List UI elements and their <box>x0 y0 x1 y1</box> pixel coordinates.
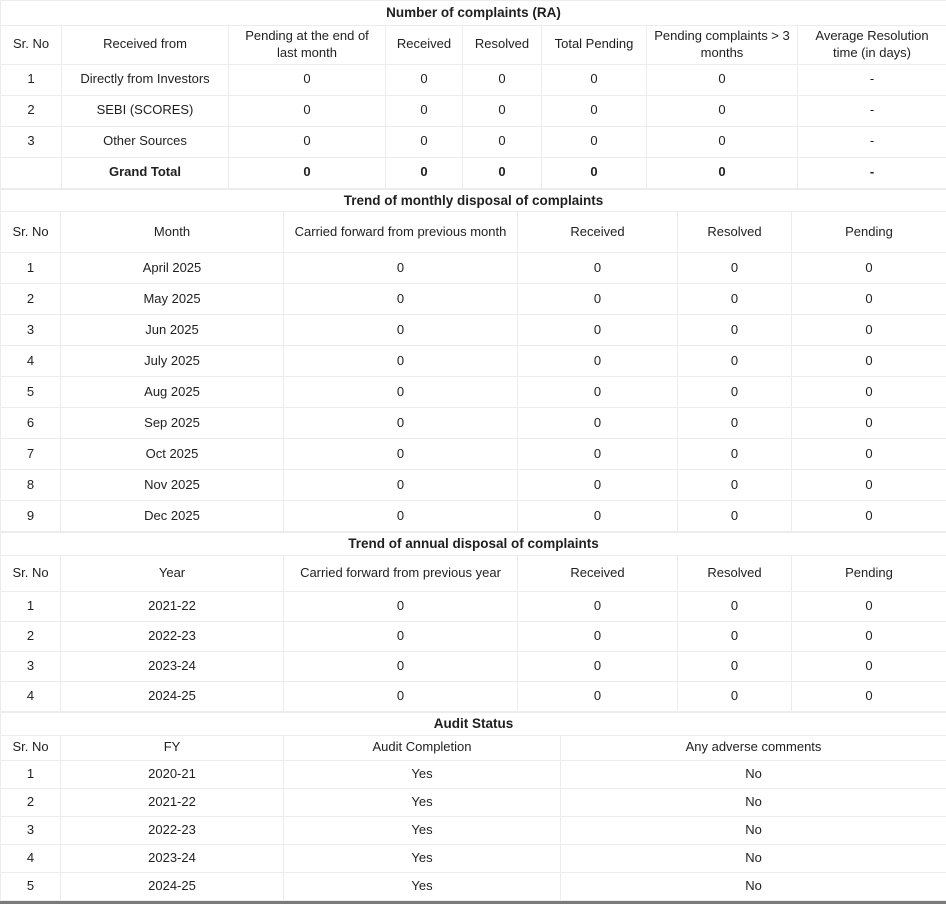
table-cell: 2 <box>1 788 61 816</box>
table-cell: 0 <box>792 470 946 501</box>
table-cell: 0 <box>792 377 946 408</box>
table-cell: 0 <box>678 681 792 711</box>
table-cell: 0 <box>678 377 792 408</box>
column-header: Sr. No <box>1 26 62 65</box>
table-cell: 0 <box>647 157 798 188</box>
table-row <box>1 681 946 711</box>
table-cell: Grand Total <box>62 157 229 188</box>
table-row <box>1 315 946 346</box>
table-cell: 4 <box>1 346 61 377</box>
table-row <box>1 253 946 284</box>
table-cell: 0 <box>792 501 946 532</box>
table-row <box>1 651 946 681</box>
table-cell: May 2025 <box>61 284 284 315</box>
table-cell: 0 <box>284 621 518 651</box>
complaints-table <box>0 0 946 189</box>
column-header: Audit Completion <box>284 735 561 760</box>
section-title-row <box>1 712 946 735</box>
table-cell: 0 <box>518 408 678 439</box>
table-cell: 0 <box>284 346 518 377</box>
table-cell: - <box>798 95 946 126</box>
table-cell: Yes <box>284 816 561 844</box>
table-cell: 0 <box>518 591 678 621</box>
table-cell: 0 <box>542 64 647 95</box>
table-cell: 0 <box>386 126 463 157</box>
table-row <box>1 470 946 501</box>
table-cell: 3 <box>1 315 61 346</box>
table-cell: Sep 2025 <box>61 408 284 439</box>
table-cell: 2020-21 <box>61 760 284 788</box>
table-cell: 2022-23 <box>61 816 284 844</box>
table-cell: 0 <box>284 651 518 681</box>
table-cell: 0 <box>284 315 518 346</box>
column-header: Sr. No <box>1 735 61 760</box>
table-cell: 0 <box>284 377 518 408</box>
column-header: Resolved <box>678 555 792 591</box>
table-row <box>1 760 946 788</box>
table-cell: No <box>561 788 946 816</box>
table-row <box>1 844 946 872</box>
table-cell: No <box>561 816 946 844</box>
column-header: Resolved <box>678 212 792 253</box>
column-header-row <box>1 555 946 591</box>
table-cell: 1 <box>1 591 61 621</box>
table-cell: 0 <box>463 126 542 157</box>
page-bottom-divider <box>0 901 946 904</box>
table-cell: 8 <box>1 470 61 501</box>
section-title: Trend of monthly disposal of complaints <box>1 189 946 212</box>
table-cell: Directly from Investors <box>62 64 229 95</box>
table-row <box>1 816 946 844</box>
column-header: Received from <box>62 26 229 65</box>
table-cell: 0 <box>647 64 798 95</box>
section-title: Trend of annual disposal of complaints <box>1 533 946 556</box>
table-cell: 9 <box>1 501 61 532</box>
table-cell: 0 <box>792 408 946 439</box>
table-cell: 3 <box>1 126 62 157</box>
table-cell: 0 <box>284 501 518 532</box>
column-header: Received <box>518 212 678 253</box>
table-cell: 2024-25 <box>61 872 284 900</box>
column-header: Resolved <box>463 26 542 65</box>
table-cell: 0 <box>229 95 386 126</box>
column-header-row <box>1 26 946 65</box>
table-cell: 2 <box>1 95 62 126</box>
section-title-row <box>1 189 946 212</box>
table-cell: 0 <box>518 253 678 284</box>
table-cell: 1 <box>1 64 62 95</box>
table-cell: Yes <box>284 844 561 872</box>
table-cell: 0 <box>284 439 518 470</box>
column-header-row <box>1 735 946 760</box>
audit-status-table <box>0 712 946 901</box>
table-cell: - <box>798 126 946 157</box>
table-cell: 0 <box>386 64 463 95</box>
table-row <box>1 501 946 532</box>
table-row <box>1 284 946 315</box>
table-cell: 0 <box>678 253 792 284</box>
table-cell: 0 <box>678 651 792 681</box>
table-cell: 0 <box>678 439 792 470</box>
table-cell: 0 <box>542 126 647 157</box>
column-header: Average Resolution time (in days) <box>798 26 946 65</box>
table-cell: 0 <box>284 284 518 315</box>
table-cell: Yes <box>284 760 561 788</box>
table-cell: 0 <box>463 95 542 126</box>
table-cell: 0 <box>792 591 946 621</box>
table-row <box>1 621 946 651</box>
table-cell: July 2025 <box>61 346 284 377</box>
table-cell: 0 <box>518 470 678 501</box>
column-header: FY <box>61 735 284 760</box>
table-cell: 0 <box>386 157 463 188</box>
table-cell: 0 <box>792 439 946 470</box>
column-header: Carried forward from previous year <box>284 555 518 591</box>
table-cell: 1 <box>1 760 61 788</box>
table-cell: 0 <box>229 64 386 95</box>
table-cell: 0 <box>284 591 518 621</box>
table-cell: 0 <box>792 253 946 284</box>
table-cell: 0 <box>678 621 792 651</box>
column-header: Pending at the end of last month <box>229 26 386 65</box>
table-cell: 0 <box>792 346 946 377</box>
table-cell: 0 <box>518 284 678 315</box>
table-cell: Yes <box>284 788 561 816</box>
table-cell: 2021-22 <box>61 591 284 621</box>
column-header: Pending <box>792 555 946 591</box>
table-cell: 0 <box>678 591 792 621</box>
table-cell: 0 <box>792 315 946 346</box>
table-cell: April 2025 <box>61 253 284 284</box>
table-cell: 6 <box>1 408 61 439</box>
table-cell: 3 <box>1 651 61 681</box>
table-cell: Oct 2025 <box>61 439 284 470</box>
table-cell: 0 <box>284 253 518 284</box>
table-cell: Yes <box>284 872 561 900</box>
table-cell: 2023-24 <box>61 651 284 681</box>
table-cell: 0 <box>284 470 518 501</box>
table-cell: Nov 2025 <box>61 470 284 501</box>
monthly-disposal-table <box>0 189 946 533</box>
table-row <box>1 157 946 188</box>
column-header: Pending complaints > 3 months <box>647 26 798 65</box>
table-cell: 1 <box>1 253 61 284</box>
section-title-row <box>1 533 946 556</box>
table-cell: 5 <box>1 377 61 408</box>
column-header: Sr. No <box>1 555 61 591</box>
column-header: Month <box>61 212 284 253</box>
column-header: Any adverse comments <box>561 735 946 760</box>
table-cell: 3 <box>1 816 61 844</box>
section-title: Audit Status <box>1 712 946 735</box>
table-cell: 0 <box>792 681 946 711</box>
table-cell: 2 <box>1 621 61 651</box>
column-header: Received <box>386 26 463 65</box>
table-cell: 0 <box>542 95 647 126</box>
table-cell: 0 <box>542 157 647 188</box>
table-cell: 0 <box>518 501 678 532</box>
table-cell: 0 <box>518 315 678 346</box>
table-row <box>1 95 946 126</box>
table-cell: 2023-24 <box>61 844 284 872</box>
table-row <box>1 377 946 408</box>
table-cell: 0 <box>678 346 792 377</box>
section-title: Number of complaints (RA) <box>1 1 946 26</box>
table-row <box>1 872 946 900</box>
table-cell: SEBI (SCORES) <box>62 95 229 126</box>
table-cell: Aug 2025 <box>61 377 284 408</box>
table-cell: 0 <box>386 95 463 126</box>
table-cell: 0 <box>792 284 946 315</box>
table-cell: 0 <box>463 64 542 95</box>
table-cell: Dec 2025 <box>61 501 284 532</box>
column-header: Pending <box>792 212 946 253</box>
table-cell: 5 <box>1 872 61 900</box>
table-cell: 2024-25 <box>61 681 284 711</box>
table-cell: 0 <box>518 651 678 681</box>
column-header: Year <box>61 555 284 591</box>
table-cell: 2 <box>1 284 61 315</box>
table-cell: 0 <box>518 439 678 470</box>
table-cell: 0 <box>678 501 792 532</box>
table-cell: 0 <box>678 315 792 346</box>
table-row <box>1 408 946 439</box>
table-cell: No <box>561 844 946 872</box>
column-header-row <box>1 212 946 253</box>
table-cell: 0 <box>229 126 386 157</box>
table-cell: 0 <box>229 157 386 188</box>
table-cell: 0 <box>647 95 798 126</box>
table-cell: 0 <box>518 346 678 377</box>
table-row <box>1 346 946 377</box>
table-cell: 0 <box>284 408 518 439</box>
column-header: Carried forward from previous month <box>284 212 518 253</box>
table-cell: 2022-23 <box>61 621 284 651</box>
table-cell: 0 <box>678 470 792 501</box>
table-cell: 7 <box>1 439 61 470</box>
section-title-row <box>1 1 946 26</box>
annual-disposal-table <box>0 532 946 712</box>
table-cell: - <box>798 64 946 95</box>
table-row <box>1 439 946 470</box>
table-cell: 0 <box>284 681 518 711</box>
table-cell: 0 <box>518 377 678 408</box>
table-cell: No <box>561 760 946 788</box>
table-cell: 4 <box>1 681 61 711</box>
table-cell: 0 <box>518 621 678 651</box>
table-cell: 0 <box>678 284 792 315</box>
table-cell: 4 <box>1 844 61 872</box>
table-row <box>1 591 946 621</box>
table-cell: No <box>561 872 946 900</box>
table-cell: 2021-22 <box>61 788 284 816</box>
table-cell: - <box>798 157 946 188</box>
table-cell: 0 <box>792 651 946 681</box>
table-cell <box>1 157 62 188</box>
table-cell: 0 <box>647 126 798 157</box>
table-cell: 0 <box>792 621 946 651</box>
column-header: Total Pending <box>542 26 647 65</box>
table-cell: 0 <box>518 681 678 711</box>
table-row <box>1 788 946 816</box>
table-row <box>1 64 946 95</box>
column-header: Sr. No <box>1 212 61 253</box>
table-cell: 0 <box>463 157 542 188</box>
table-cell: Jun 2025 <box>61 315 284 346</box>
table-cell: 0 <box>678 408 792 439</box>
column-header: Received <box>518 555 678 591</box>
table-row <box>1 126 946 157</box>
table-cell: Other Sources <box>62 126 229 157</box>
